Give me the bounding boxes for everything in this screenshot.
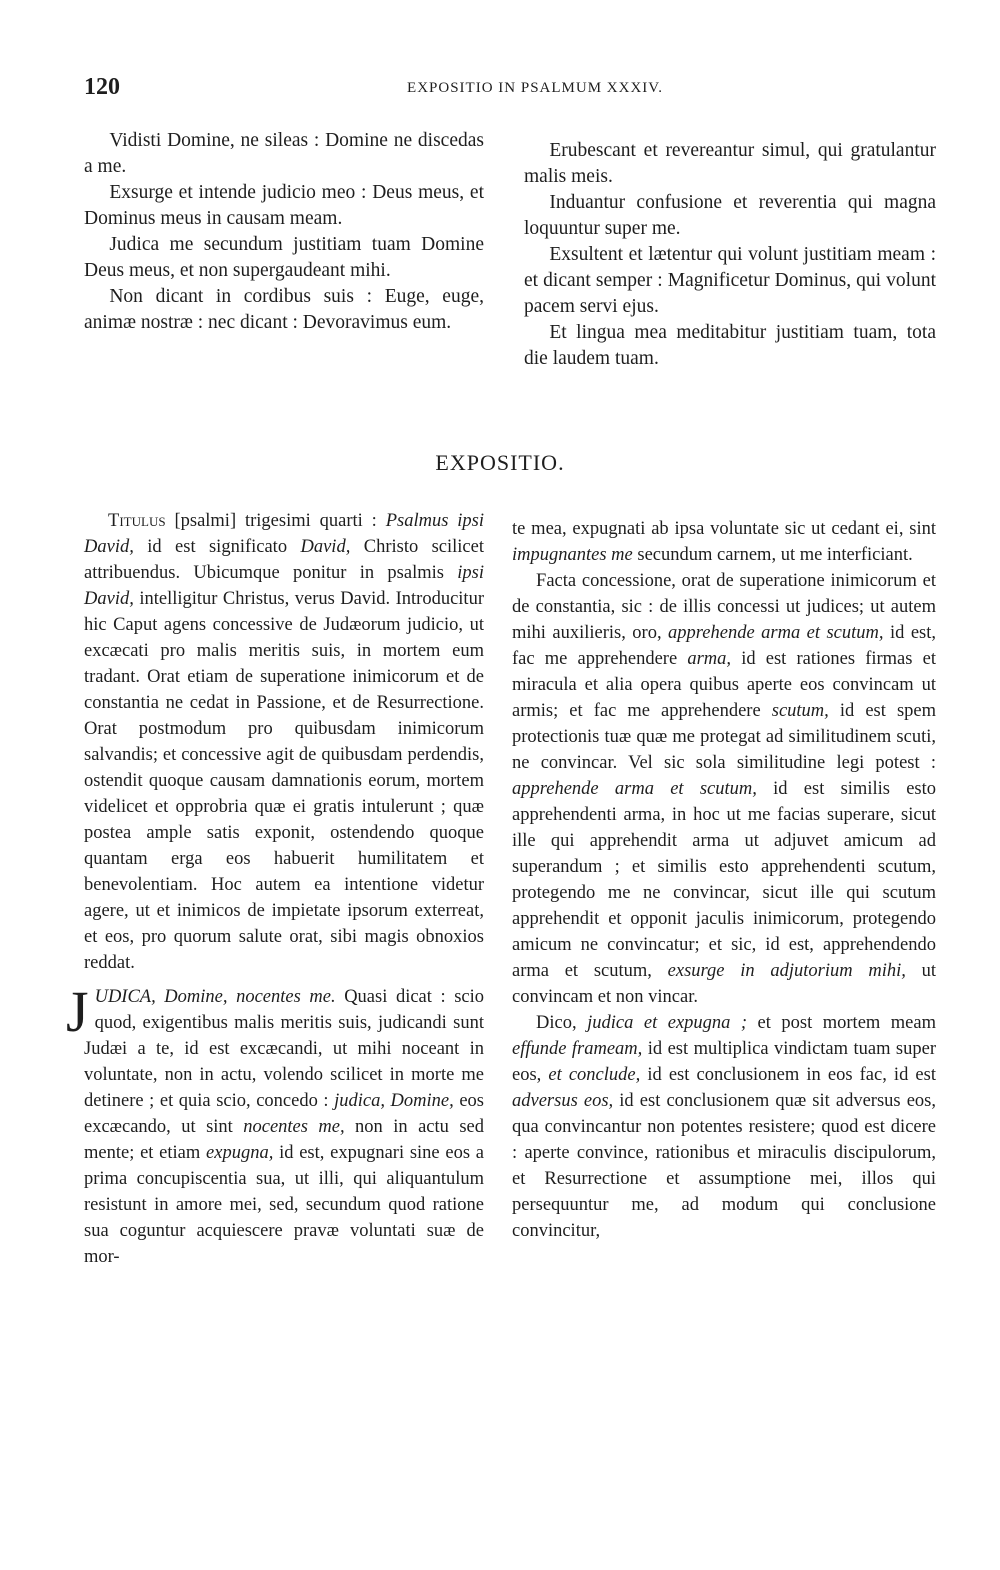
italic-run: apprehende arma et scutum, bbox=[668, 623, 884, 643]
titulus-word: Titulus bbox=[108, 511, 166, 531]
psalm-verse: Exsultent et lætentur qui volunt justitiam meam : et dicant semper : Magnificetur Dominus, qui volunt pacem servi ejus. bbox=[524, 244, 936, 317]
text-run: et post mortem meam bbox=[747, 1013, 936, 1033]
drop-cap: J bbox=[66, 979, 89, 1044]
commentary-paragraph bbox=[512, 516, 936, 568]
text-run: Quasi dicat : scio quod, exigentibus malis meritis suis, judicandi sunt Judæi a te, id est excæcandi, ut mihi noceant in voluntate, non in actu, volendo scilicet in morte me detinere ; et quia scio, concedo : bbox=[84, 987, 485, 1111]
psalm-verse: Erubescant et revereantur simul, qui gratulantur malis meis. bbox=[524, 140, 936, 187]
italic-run: nocentes me, bbox=[243, 1117, 345, 1137]
psalm-verse: Non dicant in cordibus suis : Euge, euge, animæ nostræ : nec dicant : Devoravimus eum. bbox=[84, 286, 484, 333]
text-run: ut convincam et non vincar. bbox=[512, 961, 937, 1007]
psalm-verse: Induantur confusione et reverentia qui magna loquuntur super me. bbox=[524, 192, 936, 239]
text-run: secundum carnem, ut me interficiant. bbox=[632, 545, 913, 565]
running-title: EXPOSITIO IN PSALMUM XXXIV. bbox=[407, 80, 663, 96]
psalm-verse: Vidisti Domine, ne sileas : Domine ne discedas a me. bbox=[84, 130, 484, 177]
italic-run: effunde frameam, bbox=[512, 1039, 643, 1059]
italic-run: Psalmus ipsi David, bbox=[84, 511, 484, 557]
psalm-verses-right bbox=[524, 138, 936, 372]
text-run: id est, fac me apprehendere bbox=[512, 623, 936, 669]
text-run: [psalmi] trigesimi quarti : bbox=[165, 511, 386, 531]
italic-run: adversus eos, bbox=[512, 1091, 614, 1111]
commentary-paragraph bbox=[84, 508, 484, 976]
italic-run: exsurge in adjutorium mihi, bbox=[667, 961, 906, 981]
text-run: id est significato bbox=[133, 537, 301, 557]
commentary-right-column bbox=[512, 516, 936, 1244]
page-number: 120 bbox=[84, 74, 120, 100]
italic-run: et conclude, bbox=[548, 1065, 641, 1085]
text-run: id est multiplica vindictam tuam super eos, bbox=[512, 1039, 936, 1085]
italic-run: apprehende arma et scutum, bbox=[512, 779, 757, 799]
commentary-left-column bbox=[66, 508, 485, 1270]
commentary-paragraph bbox=[66, 979, 485, 1270]
italic-run: judica et expugna ; bbox=[587, 1013, 748, 1033]
psalm-verse: Et lingua mea meditabitur justitiam tuam, tota die laudem tuam. bbox=[524, 322, 936, 369]
text-run: id est spem protectionis tuæ quæ me protegat ad similitudinem scuti, ne convincar. Vel sic sola similitudine legi potest : bbox=[512, 701, 936, 773]
italic-run: arma, bbox=[687, 649, 732, 669]
exposition-heading: EXPOSITIO. bbox=[435, 450, 565, 475]
italic-run: scutum, bbox=[771, 701, 829, 721]
text-run: intelligitur Christus, verus David. Introducitur hic Caput agens concessive de Judæorum judicio, ut excæcati pro malis meritis suis, in mortem eum tradant. Orat etiam de superatione inimicorum et de constantia ne cedat in Passione, et de Resurrectione. Orat postmodum pro quibusdam inimicorum salvandis; et concessive agit de quibusdam perdendis, ostendit quoque causam damnationis eorum, mortem videlicet et opprobria quæ ei gratis intulerunt ; quæ postea ample satis exponit, ostendendo quoque quantam erga eos habuerit humilitatem et benevolentiam. Hoc autem ea intentione videtur agere, ut et inimicos de impietate ipsorum exterreat, et eos, pro quorum salute orat, sibi magis obnoxios reddat. bbox=[84, 589, 484, 973]
text-run: id est conclusionem in eos fac, id est bbox=[640, 1065, 936, 1085]
text-run: Facta concessione, orat de superatione inimicorum et de constantia, sic : de illis concessi ut judices; ut autem mihi auxilieris, oro, bbox=[512, 571, 936, 643]
psalm-verse: Judica me secundum justitiam tuam Domine Deus meus, et non supergaudeant mihi. bbox=[84, 234, 484, 281]
text-run: id est rationes firmas et miracula et alia opera quibus aperte eos convincam ut armis; et fac me apprehendere bbox=[512, 649, 936, 721]
italic-run: expugna, bbox=[206, 1143, 274, 1163]
text-run: te mea, expugnati ab ipsa voluntate sic ut cedant ei, sint bbox=[512, 519, 936, 539]
text-run: Christo scilicet attribuendus. Ubicumque ponitur in psalmis bbox=[84, 537, 484, 583]
commentary-paragraph bbox=[512, 1010, 936, 1244]
commentary-paragraph bbox=[512, 568, 936, 1010]
text-run: Dico, bbox=[536, 1013, 588, 1033]
italic-run: UDICA, Domine, nocentes me. bbox=[94, 987, 336, 1007]
text-run: non in actu sed mente; et etiam bbox=[84, 1117, 484, 1163]
text-run: eos excæcando, ut sint bbox=[84, 1091, 484, 1137]
italic-run: ipsi David, bbox=[84, 563, 484, 609]
italic-run: David, bbox=[300, 537, 351, 557]
psalm-verse: Exsurge et intende judicio meo : Deus meus, et Dominus meus in causam meam. bbox=[84, 182, 484, 229]
italic-run: impugnantes me bbox=[512, 545, 633, 565]
page-header bbox=[84, 74, 936, 104]
text-run: id est conclusionem quæ sit adversus eos, qua convincantur non potentes resistere; quod est dicere : aperte convince, rationibus et miraculis discipulorum, et Resurrectione et assumptione mei, illos qui persequuntur me, ad modum qui conclusione convincitur, bbox=[512, 1091, 936, 1241]
text-run: id est similis esto apprehendenti arma, in hoc ut me facias superare, sicut ille qui apprehendit arma ut adjuvet amicum ad superandum ; et similis esto apprehendenti scutum, protegendo me ne convincar, sicut ille qui scutum apprehendit et opponit jaculis inimicorum, protegendo amicum ne convincatur; et sic, id est, apprehendendo arma et scutum, bbox=[512, 779, 937, 981]
psalm-verses-left bbox=[84, 128, 484, 336]
text-run: id est, expugnari sine eos a prima concupiscentia sua, ut illi, qui aliquantulum resistunt in amore mei, sed, secundum quod ratione sua coguntur acquiescere pravæ voluntati suæ de mor- bbox=[84, 1143, 484, 1267]
italic-run: judica, Domine, bbox=[334, 1091, 454, 1111]
